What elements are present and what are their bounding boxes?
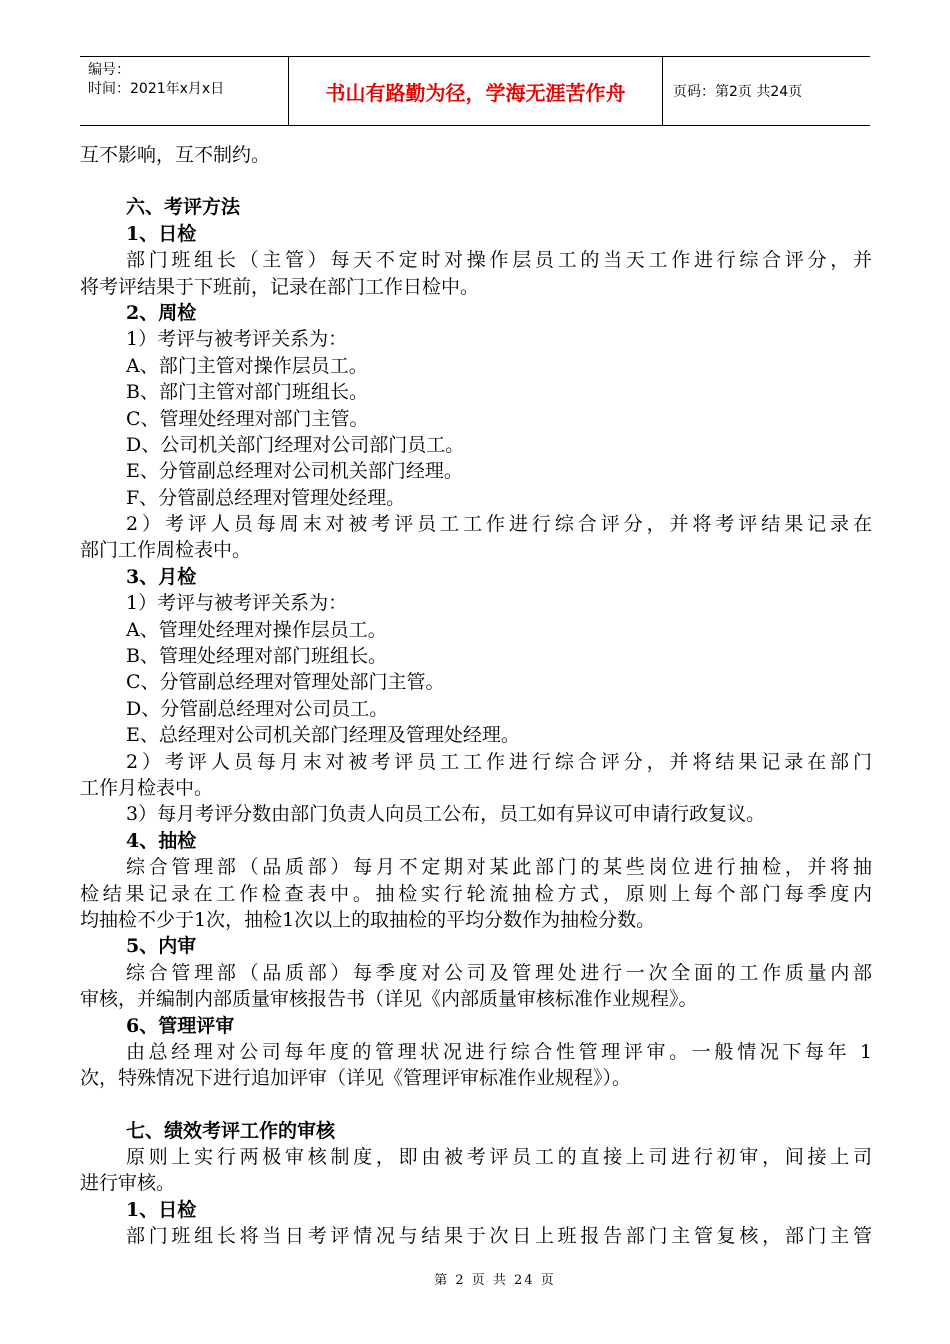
- section-heading: 六、考评方法: [126, 196, 241, 219]
- body-text-line: 部门工作周检表中。: [80, 539, 252, 562]
- blank-line: [80, 1092, 872, 1118]
- body-text-line: 将考评结果于下班前，记录在部门工作日检中。: [80, 275, 480, 298]
- document-time-label: 时间：2021年x月x日: [88, 81, 225, 97]
- section-heading: 5、内审: [126, 935, 197, 958]
- body-text-line: 1）考评与被考评关系为：: [126, 328, 348, 351]
- section-heading: 4、抽检: [126, 829, 197, 852]
- body-text-line: 审核，并编制内部质量审核报告书（详见《内部质量审核标准作业规程》。: [80, 988, 698, 1011]
- page-footer: 第 2 页 共 24 页: [434, 1273, 556, 1288]
- document-number-label: 编号：: [88, 62, 130, 78]
- header-motto: 书山有路勤为径，学海无涯苦作舟: [289, 57, 663, 125]
- body-text-line: 工作月检表中。: [80, 776, 214, 799]
- header-page-info: 页码：第2页 共24页: [673, 84, 803, 100]
- body-text-line: 进行审核。: [80, 1172, 176, 1195]
- document-header: [80, 56, 870, 126]
- body-text-line: A、部门主管对操作层员工。: [126, 354, 368, 377]
- body-text-line: 部门班组长（主管）每天不定时对操作层员工的当天工作进行综合评分，并: [126, 249, 872, 272]
- section-heading: 七、绩效考评工作的审核: [126, 1119, 336, 1142]
- section-heading: 6、管理评审: [126, 1014, 235, 1037]
- header-meta-cell: [80, 57, 289, 125]
- body-text-line: B、部门主管对部门班组长。: [126, 381, 368, 404]
- body-text-line: 3）每月考评分数由部门负责人向员工公布，员工如有异议可申请行政复议。: [126, 803, 766, 826]
- body-text-line: E、分管副总经理对公司机关部门经理。: [126, 460, 463, 483]
- body-text-line: 2）考评人员每周末对被考评员工工作进行综合评分，并将考评结果记录在: [126, 513, 872, 536]
- section-heading: 1、日检: [126, 222, 197, 245]
- body-text-line: 互不影响，互不制约。: [80, 144, 271, 166]
- body-text-line: B、管理处经理对部门班组长。: [126, 645, 387, 668]
- body-text-line: 综合管理部（品质部）每季度对公司及管理处进行一次全面的工作质量内部: [126, 961, 872, 984]
- body-text-line: 1）考评与被考评关系为：: [126, 592, 348, 615]
- section-heading: 3、月检: [126, 565, 197, 588]
- body-text-line: 均抽检不少于1次，抽检1次以上的取抽检的平均分数作为抽检分数。: [80, 908, 656, 931]
- body-text-line: 原则上实行两极审核制度，即由被考评员工的直接上司进行初审，间接上司: [126, 1146, 872, 1169]
- body-text-line: C、管理处经理对部门主管。: [126, 407, 369, 430]
- section-heading: 1、日检: [126, 1198, 197, 1221]
- body-text-line: C、分管副总经理对管理处部门主管。: [126, 671, 445, 694]
- body-text-line: 由总经理对公司每年度的管理状况进行综合性管理评审。一般情况下每年 1: [126, 1040, 872, 1063]
- document-body: [80, 142, 872, 1250]
- body-text-line: 检结果记录在工作检查表中。抽检实行轮流抽检方式，原则上每个部门每季度内: [80, 882, 872, 905]
- body-text-line: 部门班组长将当日考评情况与结果于次日上班报告部门主管复核，部门主管: [126, 1225, 872, 1248]
- body-text-line: A、管理处经理对操作层员工。: [126, 618, 387, 641]
- section-heading: 2、周检: [126, 301, 197, 324]
- body-text-line: 综合管理部（品质部）每月不定期对某此部门的某些岗位进行抽检，并将抽: [126, 856, 872, 879]
- body-text-line: E、总经理对公司机关部门经理及管理处经理。: [126, 724, 520, 747]
- blank-line: [80, 168, 872, 194]
- body-text-line: 次，特殊情况下进行追加评审（详见《管理评审标准作业规程》）。: [80, 1067, 632, 1090]
- body-text-line: D、分管副总经理对公司员工。: [126, 697, 389, 720]
- body-text-line: 2）考评人员每月末对被考评员工工作进行综合评分，并将结果记录在部门: [126, 750, 872, 773]
- body-text-line: F、分管副总经理对管理处经理。: [126, 486, 406, 509]
- body-text-line: D、公司机关部门经理对公司部门员工。: [126, 433, 465, 456]
